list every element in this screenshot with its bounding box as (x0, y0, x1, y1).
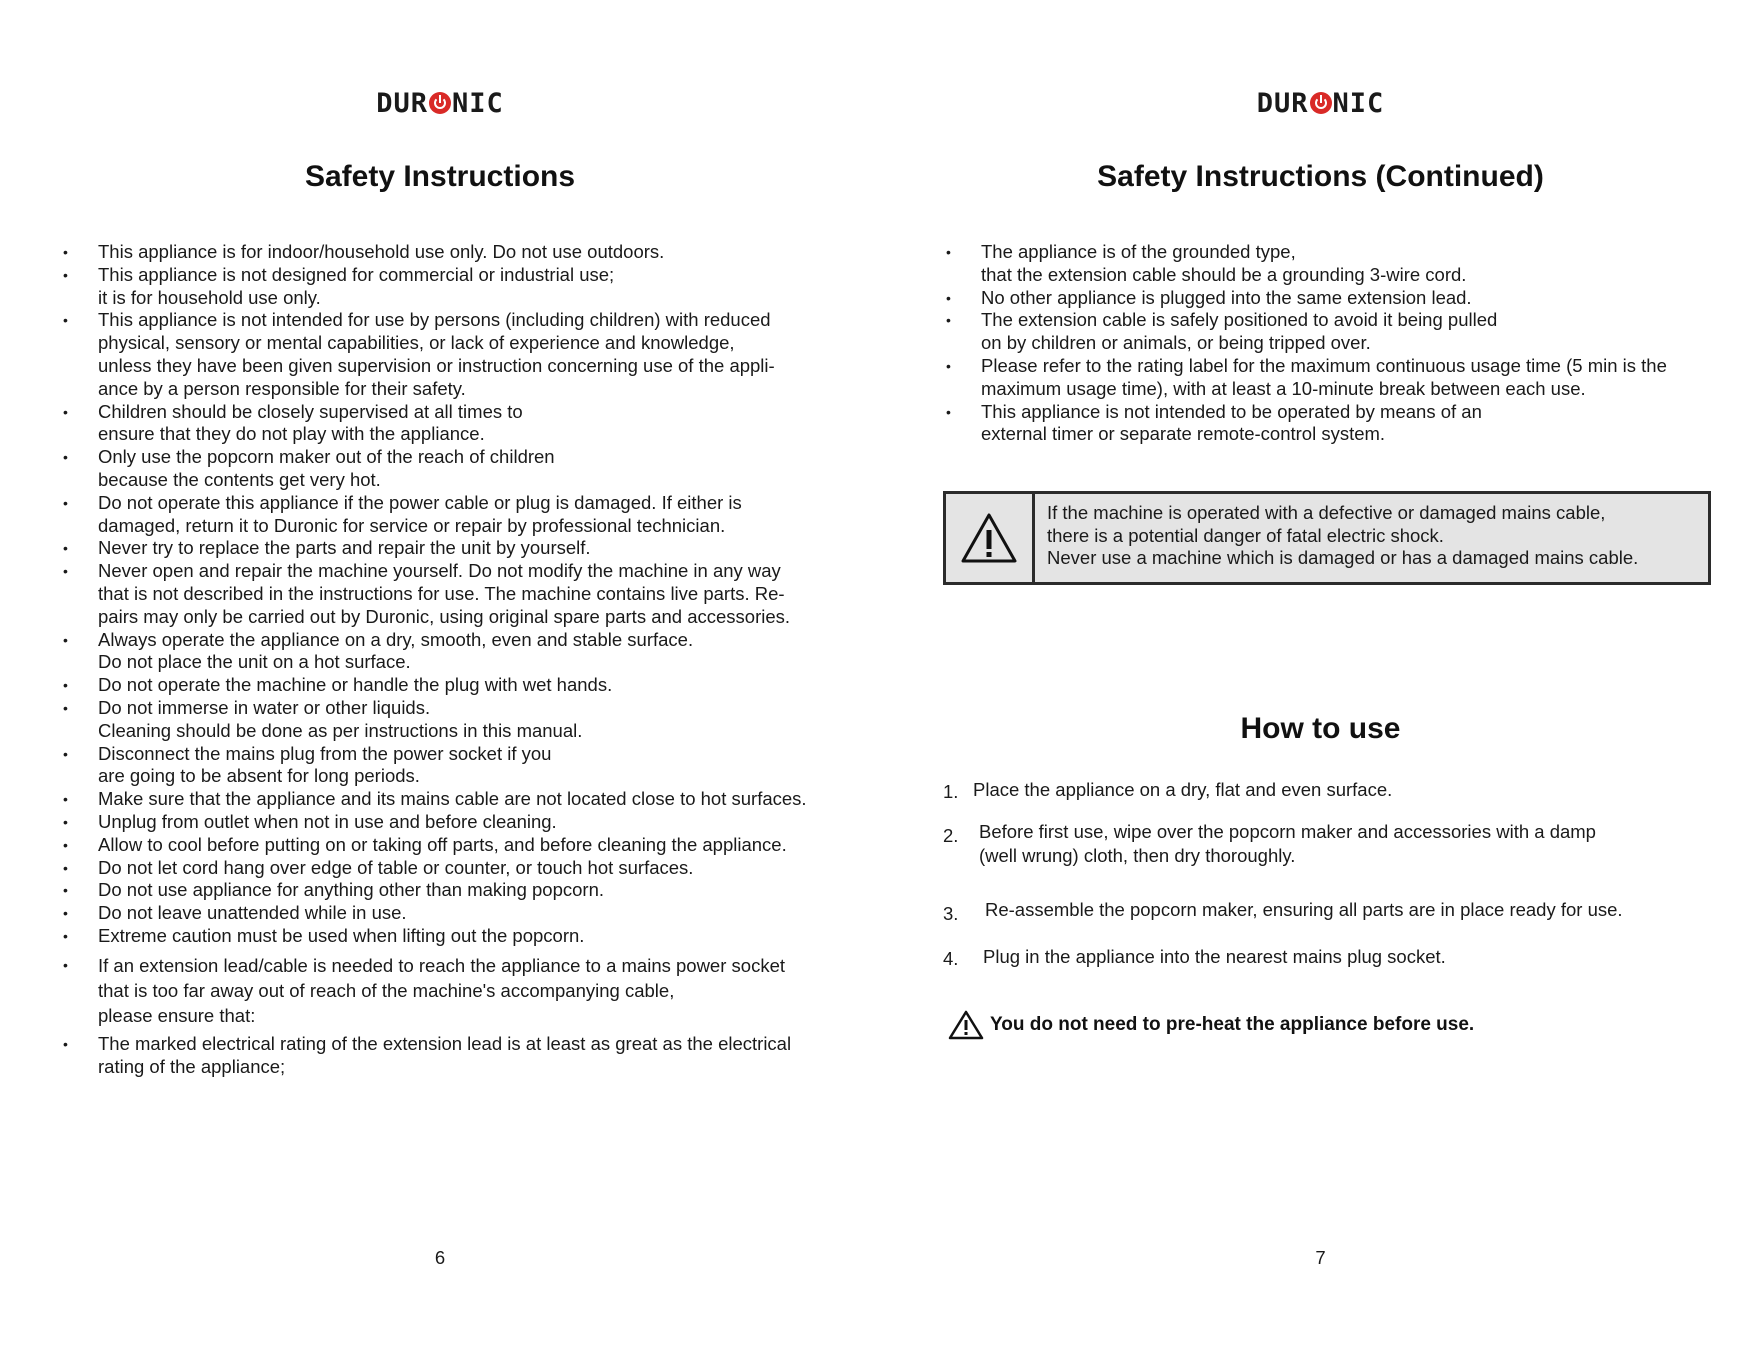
list-item: • This appliance is not intended to be operated by means of an external timer or separate remote-control system. (943, 401, 1743, 447)
preheat-note (948, 1010, 1474, 1040)
page-title: Safety Instructions (304, 160, 576, 193)
list-item: • Never open and repair the machine yourself. Do not modify the machine in any way that is not described in the instructions for use. The machine contains live parts. Re- pairs may only be carried out by Duronic, using original spare parts and accessories. (60, 560, 860, 628)
list-item: • Do not operate the machine or handle the plug with wet hands. (60, 674, 860, 697)
list-item: • This appliance is not designed for commercial or industrial use; it is for household use only. (60, 264, 860, 310)
list-item: • The appliance is of the grounded type, that the extension cable should be a grounding 3-wire cord. (943, 241, 1743, 287)
list-item: • Extreme caution must be used when lifting out the popcorn. (60, 925, 860, 948)
page-number: 7 (1315, 1247, 1326, 1268)
step-number: 2. (943, 825, 959, 846)
list-item: • Unplug from outlet when not in use and before cleaning. (60, 811, 860, 834)
step-number: 4. (943, 948, 959, 969)
warning-icon (948, 1010, 984, 1040)
list-item: • Do not let cord hang over edge of table or counter, or touch hot surfaces. (60, 857, 860, 880)
note-text: You do not need to pre-heat the appliance before use. (990, 1014, 1475, 1035)
warning-text: If the machine is operated with a defective or damaged mains cable, there is a potential danger of fatal electric shock. Never use a machine which is damaged or has a damaged mains cable. (1047, 502, 1639, 568)
list-item: • Do not operate this appliance if the power cable or plug is damaged. If either is damaged, return it to Duronic for service or repair by professional technician. (60, 492, 860, 538)
list-item: • The extension cable is safely positioned to avoid it being pulled on by children or animals, or being tripped over. (943, 309, 1743, 355)
step-text: Place the appliance on a dry, flat and even surface. (973, 779, 1393, 800)
right-page (880, 0, 1761, 1361)
list-item: • Do not immerse in water or other liquids. Cleaning should be done as per instructions in this manual. (60, 697, 860, 743)
duronic-logo: DUR NIC (376, 88, 504, 119)
step-text: Plug in the appliance into the nearest mains plug socket. (983, 946, 1446, 967)
list-item: • The marked electrical rating of the extension lead is at least as great as the electrical rating of the appliance; (60, 1033, 860, 1079)
list-item: • Please refer to the rating label for the maximum continuous usage time (5 min is the maximum usage time), with at least a 10-minute break between each use. (943, 355, 1743, 401)
electric-shock-warning-box (943, 491, 1711, 585)
page-title: Safety Instructions (Continued) (1097, 160, 1544, 193)
step-number: 3. (943, 903, 959, 924)
list-item: • Allow to cool before putting on or taking off parts, and before cleaning the appliance. (60, 834, 860, 857)
list-item: • This appliance is not intended for use by persons (including children) with reduced physical, sensory or mental capabilities, or lack of experience and knowledge, unless they have been given supervision or instruction concerning use of the appli- ance by a person responsible for their safety. (60, 309, 860, 400)
page-number: 6 (434, 1247, 446, 1268)
step-text: Before first use, wipe over the popcorn maker and accessories with a damp (well wrung) cloth, then dry thoroughly. (979, 821, 1596, 866)
how-to-use-title: How to use (1240, 712, 1401, 745)
step-text: Re-assemble the popcorn maker, ensuring all parts are in place ready for use. (985, 899, 1623, 920)
power-icon (1310, 92, 1332, 114)
step-number: 1. (943, 781, 959, 802)
list-item: • Disconnect the mains plug from the power socket if you are going to be absent for long periods. (60, 743, 860, 789)
warning-triangle-icon (946, 494, 1035, 582)
list-item: • Do not leave unattended while in use. (60, 902, 860, 925)
safety-list-continued (943, 241, 1743, 446)
list-item: • If an extension lead/cable is needed to reach the appliance to a mains power socket that is too far away out of reach of the machine's accompanying cable, please ensure that: (60, 953, 860, 1028)
list-item: • This appliance is for indoor/household use only. Do not use outdoors. (60, 241, 860, 264)
list-item: • Do not use appliance for anything other than making popcorn. (60, 879, 860, 902)
list-item: • Make sure that the appliance and its mains cable are not located close to hot surfaces. (60, 788, 860, 811)
list-item: • Children should be closely supervised at all times to ensure that they do not play with the appliance. (60, 401, 860, 447)
duronic-logo: DUR NIC (1256, 88, 1385, 119)
list-item: • Only use the popcorn maker out of the reach of children because the contents get very hot. (60, 446, 860, 492)
safety-list (60, 241, 860, 1078)
power-icon (429, 92, 451, 114)
list-item: • Always operate the appliance on a dry, smooth, even and stable surface. Do not place the unit on a hot surface. (60, 629, 860, 675)
list-item: • No other appliance is plugged into the same extension lead. (943, 287, 1743, 310)
list-item: • Never try to replace the parts and repair the unit by yourself. (60, 537, 860, 560)
